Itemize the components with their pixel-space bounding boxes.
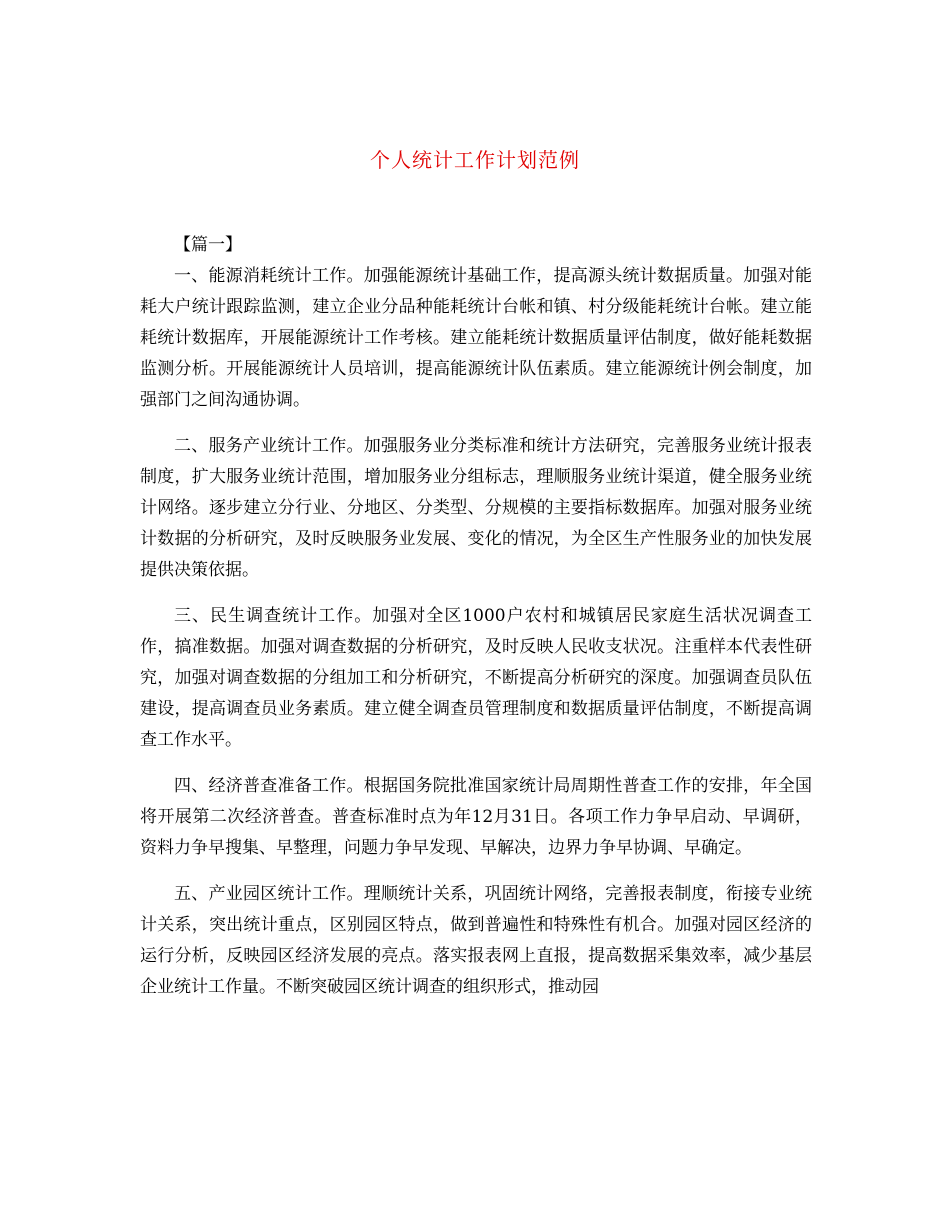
paragraph-3: 三、民生调查统计工作。加强对全区1000户农村和城镇居民家庭生活状况调查工作，搞准数据。加强对调查数据的分析研究，及时反映人民收支状况。注重样本代表性研究，加强对调查数据的分组加工和分析研究，不断提高分析研究的深度。加强调查员队伍建设，提高调查员业务素质。建立健全调查员管理制度和数据质量评估制度，不断提高调查工作水平。 [140, 606, 812, 750]
section-label: 【篇一】 [174, 235, 242, 255]
document-body [140, 230, 812, 1003]
paragraph-4: 四、经济普查准备工作。根据国务院批准国家统计局周期性普查工作的安排，年全国将开展第二次经济普查。普查标准时点为年12月31日。各项工作力争早启动、早调研，资料力争早搜集、早整理，问题力争早发现、早解决，边界力争早协调、早确定。 [140, 776, 812, 858]
paragraph-1: 一、能源消耗统计工作。加强能源统计基础工作，提高源头统计数据质量。加强对能耗大户统计跟踪监测，建立企业分品种能耗统计台帐和镇、村分级能耗统计台帐。建立能耗统计数据库，开展能源统计工作考核。建立能耗统计数据质量评估制度，做好能耗数据监测分析。开展能源统计人员培训，提高能源统计队伍素质。建立能源统计例会制度，加强部门之间沟通协调。 [140, 266, 812, 410]
paragraph-5: 五、产业园区统计工作。理顺统计关系，巩固统计网络，完善报表制度，衔接专业统计关系，突出统计重点，区别园区特点，做到普遍性和特殊性有机合。加强对园区经济的运行分析，反映园区经济发展的亮点。落实报表网上直报，提高数据采集效率，减少基层企业统计工作量。不断突破园区统计调查的组织形式，推动园 [140, 884, 812, 997]
document-title: 个人统计工作计划范例 [370, 148, 580, 172]
paragraph-2: 二、服务产业统计工作。加强服务业分类标准和统计方法研究，完善服务业统计报表制度，扩大服务业统计范围，增加服务业分组标志，理顺服务业统计渠道，健全服务业统计网络。逐步建立分行业、分地区、分类型、分规模的主要指标数据库。加强对服务业统计数据的分析研究，及时反映服务业发展、变化的情况，为全区生产性服务业的加快发展提供决策依据。 [140, 436, 812, 580]
